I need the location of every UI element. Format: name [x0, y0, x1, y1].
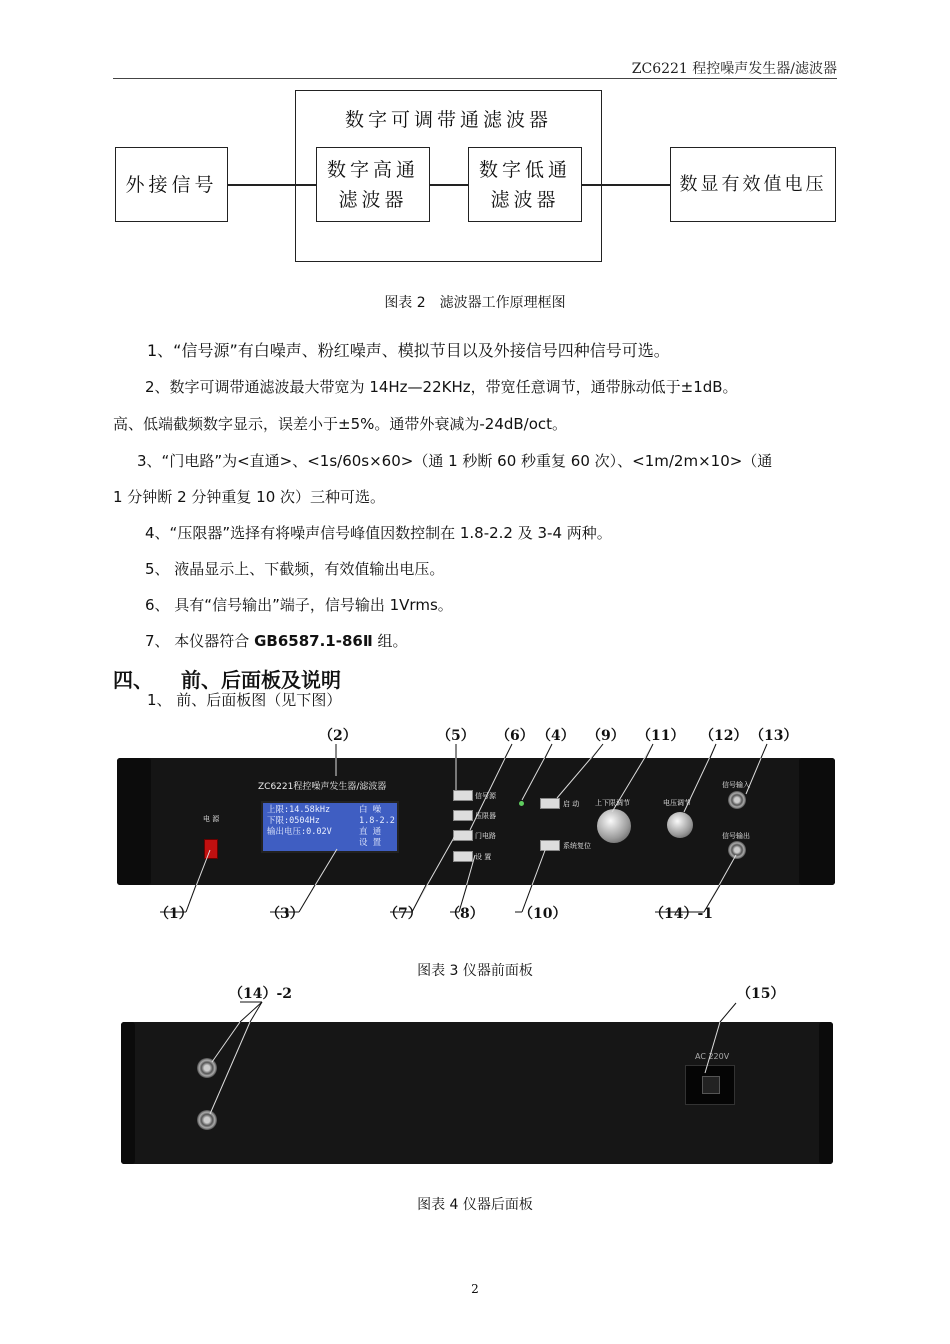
lcd-lower-limit: 下限:0504Hz: [267, 816, 320, 826]
figure3-caption: 图表 3 仪器前面板: [417, 963, 533, 979]
figure2-caption: 图表 2 滤波器工作原理框图: [384, 295, 566, 311]
subsection-title: 1、 前、后面板图（见下图）: [147, 691, 342, 709]
callout-3: （3）: [266, 906, 304, 922]
callout-12: （12）: [700, 728, 748, 744]
callout-5: （5）: [437, 728, 475, 744]
lcd-signal-source: 白 噪: [359, 805, 382, 815]
gate-label: 门电路: [475, 832, 496, 840]
lcd-output-voltage: 输出电压:0.02V: [267, 827, 332, 837]
lcd-upper-limit: 上限:14.58kHz: [267, 805, 331, 815]
callout-14-1: （14）-1: [650, 906, 714, 922]
limiter-label: 压限器: [475, 812, 496, 820]
lowpass-filter-box: 数字低通 滤波器: [468, 147, 582, 222]
page-number: 2: [471, 1282, 479, 1296]
lcd-gate-mode: 直 通: [359, 827, 382, 837]
feature-7-suffix: 组。: [372, 632, 408, 650]
feature-4: 4、“压限器”选择有将噪声信号峰值因数控制在 1.8-2.2 及 3-4 两种。: [145, 524, 612, 542]
callout-13: （13）: [750, 728, 798, 744]
volt-knob-label: 电压调节: [663, 799, 691, 807]
start-label: 启 动: [563, 800, 580, 808]
lcd-crest-factor: 1.8-2.2: [359, 816, 395, 826]
feature-7-standard: GB6587.1-86Ⅱ: [254, 632, 373, 650]
callout-10: （10）: [519, 906, 567, 922]
running-header: ZC6221 程控噪声发生器/滤波器: [631, 61, 837, 77]
feature-6: 6、 具有“信号输出”端子，信号输出 1Vrms。: [145, 596, 453, 614]
feature-3-cont: 1 分钟断 2 分钟重复 10 次）三种可选。: [113, 488, 386, 506]
section-number: 四、: [113, 668, 153, 692]
external-signal-box: 外接信号: [115, 147, 228, 222]
feature-5: 5、 液晶显示上、下截频，有效值输出电压。: [145, 560, 445, 578]
freq-knob-label: 上下限调节: [595, 799, 630, 807]
signal-input-label: 信号输入: [722, 781, 750, 789]
feature-2-cont: 高、低端截频数字显示，误差小于±5%。通带外衰减为-24dB/oct。: [113, 415, 568, 433]
callout-8: （8）: [446, 906, 484, 922]
signal-output-label: 信号输出: [722, 832, 750, 840]
signal-source-label: 信号源: [475, 792, 496, 800]
highpass-filter-box: 数字高通 滤波器: [316, 147, 430, 222]
callout-6: （6）: [496, 728, 534, 744]
device-title: ZC6221程控噪声发生器/滤波器: [258, 782, 387, 792]
reset-label: 系统复位: [563, 842, 591, 850]
power-label: 电 源: [203, 815, 220, 823]
feature-1: 1、“信号源”有白噪声、粉红噪声、模拟节目以及外接信号四种信号可选。: [147, 341, 670, 360]
callout-4: （4）: [537, 728, 575, 744]
bandpass-filter-title: 数字可调带通滤波器: [344, 109, 552, 131]
lcd-setting: 设 置: [359, 838, 382, 848]
feature-3: 3、“门电路”为<直通>、<1s/60s×60>（通 1 秒断 60 秒重复 60 次）、<1m/2m×10>（通: [137, 452, 773, 470]
callout-1: （1）: [155, 906, 193, 922]
ac-voltage-label: AC 220V: [695, 1052, 730, 1061]
feature-7-prefix: 7、 本仪器符合: [145, 632, 255, 650]
callout-15: （15）: [737, 986, 785, 1002]
figure4-caption: 图表 4 仪器后面板: [417, 1197, 533, 1213]
callout-14-2: （14）-2: [229, 986, 293, 1002]
feature-2: 2、数字可调带通滤波最大带宽为 14Hz—22KHz，带宽任意调节，通带脉动低于±1dB。: [145, 378, 738, 396]
section-title: 前、后面板及说明: [181, 668, 341, 692]
rms-voltage-display-box: 数显有效值电压: [670, 147, 836, 222]
callout-7: （7）: [384, 906, 422, 922]
callout-9: （9）: [587, 728, 625, 744]
callout-11: （11）: [637, 728, 685, 744]
callout-2: （2）: [319, 728, 357, 744]
settings-label: 设 置: [475, 853, 492, 861]
